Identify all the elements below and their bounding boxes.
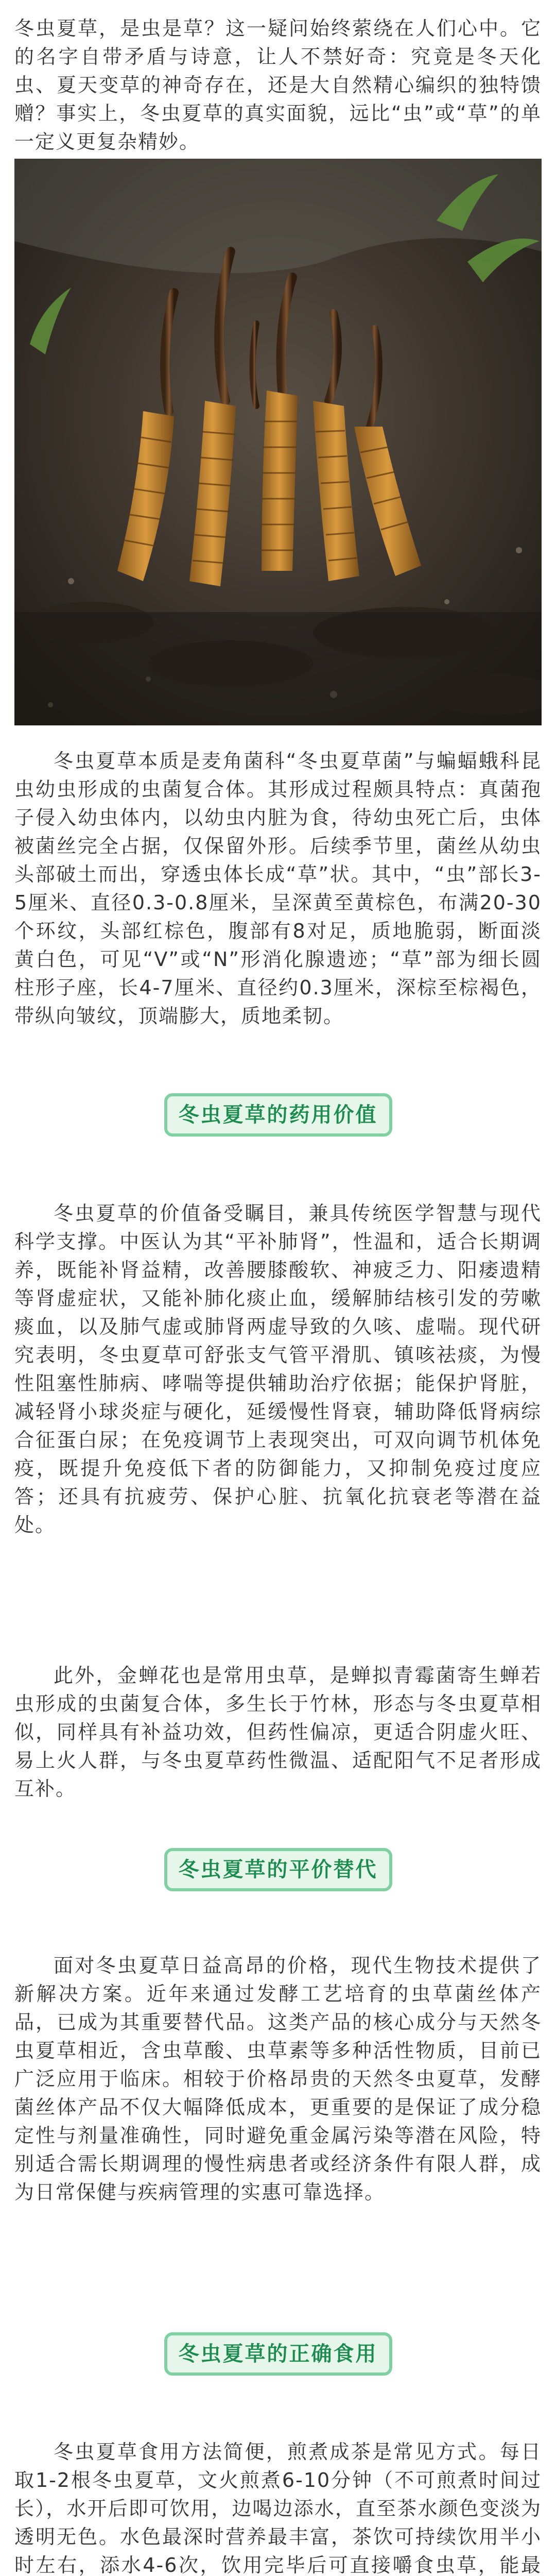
body-paragraph-usage-method: 冬虫夏草食用方法简便，煎煮成茶是常见方式。每日取1-2根冬虫夏草，文火煎煮6-10分钟（不可煎煮时间过长），水开后即可饮用，边喝边添水，直至茶水颜色变淡为透明无色。水色最深时营养最丰富，茶饮可持续饮用半小时左右，添水4-6次，饮用完毕后可直接嚼食虫草，能最 <box>14 2441 542 2576</box>
intro-paragraph: 冬虫夏草，是虫是草？这一疑问始终萦绕在人们心中。它的名字自带矛盾与诗意，让人不禁好奇：究竟是冬天化虫、夏天变草的神奇存在，还是大自然精心编织的独特馈赠？事实上，冬虫夏草的真实面貌，远比“虫”或“草”的单一定义更复杂精妙。 <box>14 17 542 153</box>
section-title-correct-use: 冬虫夏草的正确食用 <box>164 2332 392 2376</box>
body-paragraph-composition: 冬虫夏草本质是麦角菌科“冬虫夏草菌”与蝙蝠蛾科昆虫幼虫形成的虫菌复合体。其形成过程颇具特点：真菌孢子侵入幼虫体内，以幼虫内脏为食，待幼虫死亡后，虫体被菌丝完全占据，仅保留外形。后续季节里，菌丝从幼虫头部破土而出，穿透虫体长成“草”状。其中，“虫”部长3-5厘米、直径0.3-0.8厘米，呈深黄至黄棕色，布满20-30个环纹，头部红棕色，腹部有8对足，质地脆弱，断面淡黄白色，可见“V”或“N”形消化腺遗迹；“草”部为细长圆柱形子座，长4-7厘米、直径约0.3厘米，深棕至棕褐色，带纵向皱纹，顶端膨大，质地柔韧。 <box>14 750 542 1027</box>
body-paragraph-affordable-alternative: 面对冬虫夏草日益高昂的价格，现代生物技术提供了新解决方案。近年来通过发酵工艺培育的虫草菌丝体产品，已成为其重要替代品。这类产品的核心成分与天然冬虫夏草相近，含虫草酸、虫草素等多种活性物质，目前已广泛应用于临床。相较于价格昂贵的天然冬虫夏草，发酵菌丝体产品不仅大幅降低成本，更重要的是保证了成分稳定性与剂量准确性，同时避免重金属污染等潜在风险，特别适合需长期调理的慢性病患者或经济条件有限人群，成为日常保健与疾病管理的实惠可靠选择。 <box>14 1954 542 2204</box>
section-title-affordable-alternative: 冬虫夏草的平价替代 <box>164 1848 392 1891</box>
cordyceps-photo <box>14 159 542 725</box>
section-header-medicinal-value <box>0 1093 556 1137</box>
section-title-medicinal-value: 冬虫夏草的药用价值 <box>164 1093 392 1137</box>
section-header-affordable-alternative <box>0 1848 556 1891</box>
section-header-correct-use <box>0 2332 556 2376</box>
body-paragraph-medicinal-value: 冬虫夏草的价值备受瞩目，兼具传统医学智慧与现代科学支撑。中医认为其“平补肺肾”，性温和，适合长期调养，既能补肾益精，改善腰膝酸软、神疲乏力、阳痿遗精等肾虚症状，又能补肺化痰止血，缓解肺结核引发的劳嗽痰血，以及肺气虚或肺肾两虚导致的久咳、虚喘。现代研究表明，冬虫夏草可舒张支气管平滑肌、镇咳祛痰，为慢性阻塞性肺病、哮喘等提供辅助治疗依据；能保护肾脏，减轻肾小球炎症与硬化，延缓慢性肾衰，辅助降低肾病综合征蛋白尿；在免疫调节上表现突出，可双向调节机体免疫，既提升免疫低下者的防御能力，又抑制免疫过度应答；还具有抗疲劳、保护心脏、抗氧化抗衰老等潜在益处。 <box>14 1202 542 1536</box>
cordyceps-illustration <box>14 159 542 725</box>
body-paragraph-golden-cicada: 此外，金蝉花也是常用虫草，是蝉拟青霉菌寄生蝉若虫形成的虫菌复合体，多生长于竹林，形态与冬虫夏草相似，同样具有补益功效，但药性偏凉，更适合阴虚火旺、易上火人群，与冬虫夏草药性微温、适配阳气不足者形成互补。 <box>14 1664 542 1800</box>
